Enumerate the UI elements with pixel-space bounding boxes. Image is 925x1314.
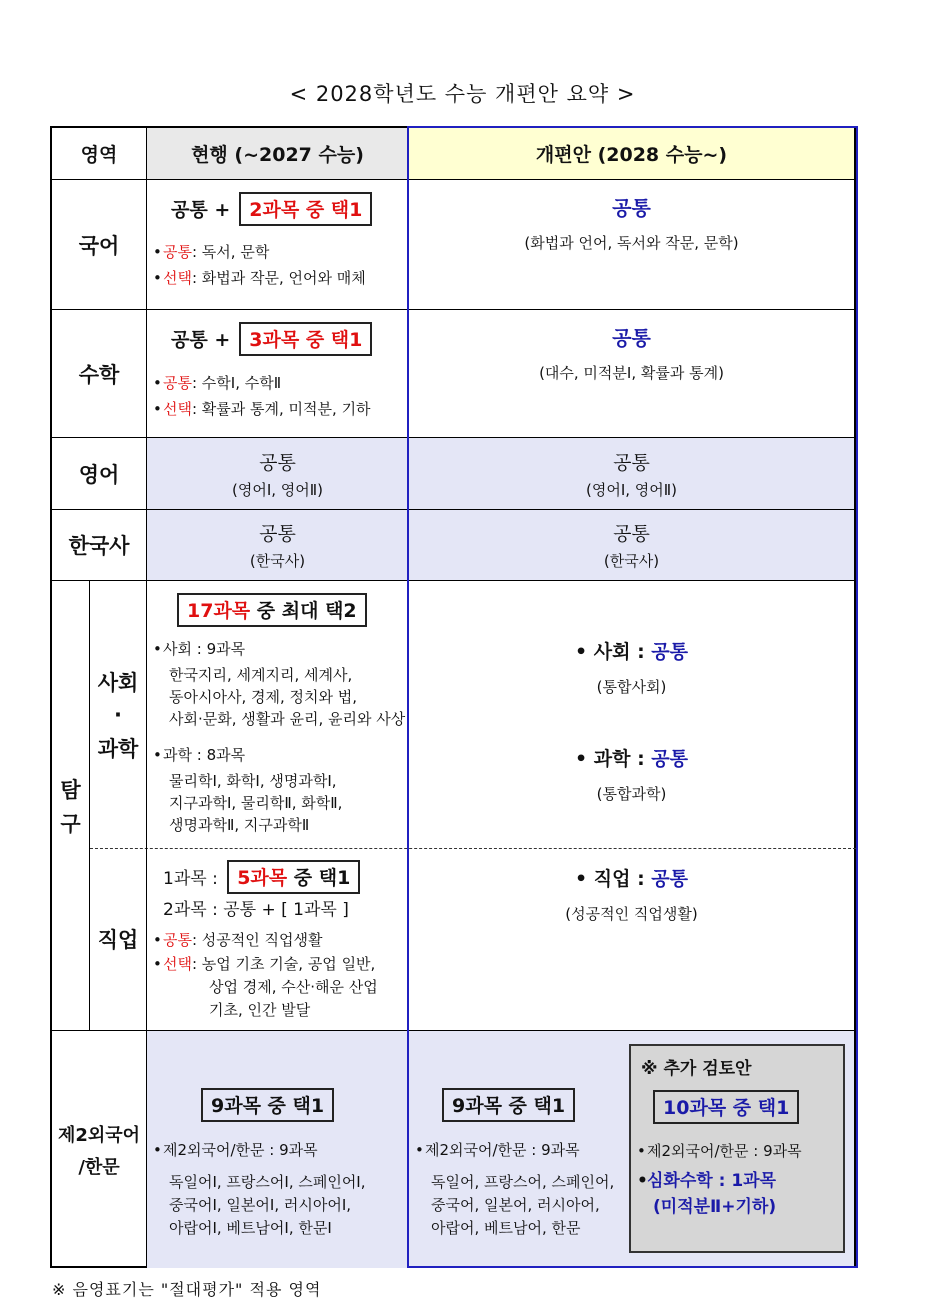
socsci-science-list-1: 물리학Ⅰ, 화학Ⅰ, 생명과학Ⅰ, xyxy=(169,772,337,790)
review-advanced-math: •심화수학 : 1과목 xyxy=(637,1171,776,1191)
vocational-reform-cell xyxy=(409,848,854,1031)
math-current-box: 3과목 중 택1 xyxy=(239,322,372,356)
math-current-cell xyxy=(147,310,409,438)
socsci-science-label: •과학 : 8과목 xyxy=(153,746,246,764)
foreign-label-2: /한문 xyxy=(78,1156,120,1178)
korean-current-common: •공통: 독서, 문학 xyxy=(153,243,270,261)
review-advanced-math-detail: (미적분Ⅱ+기하) xyxy=(653,1197,777,1217)
vocational-select-1: •선택: 농업 기초 기술, 공업 일반, xyxy=(153,955,376,973)
foreign-current-list-2: 중국어Ⅰ, 일본어Ⅰ, 러시아어Ⅰ, xyxy=(169,1196,352,1214)
vocational-name-cell xyxy=(90,848,147,1031)
vocational-reform-title: • 직업 : 공통 xyxy=(574,868,689,890)
header-area xyxy=(52,128,147,180)
english-reform-title: 공통 xyxy=(613,451,650,474)
foreign-current-label: •제2외국어/한문 : 9과목 xyxy=(153,1141,318,1159)
math-reform-title: 공통 xyxy=(612,326,651,350)
math-reform-cell xyxy=(409,310,854,438)
english-reform-detail: (영어Ⅰ, 영어Ⅱ) xyxy=(585,480,677,499)
socsci-current-cell xyxy=(147,581,409,848)
socsci-reform-social-detail: (통합사회) xyxy=(596,678,667,696)
socsci-social-list-1: 한국지리, 세계지리, 세계사, xyxy=(169,666,353,684)
vocational-common: •공통: 성공적인 직업생활 xyxy=(153,931,323,949)
row-foreign-name xyxy=(52,1031,147,1268)
socsci-science-list-3: 생명과학Ⅱ, 지구과학Ⅱ xyxy=(169,816,310,834)
socsci-social-list-3: 사회·문화, 생활과 윤리, 윤리와 사상 xyxy=(169,710,406,728)
korean-current-select: •선택: 화법과 작문, 언어와 매체 xyxy=(153,269,366,287)
vocational-select-2: 상업 경제, 수산·해운 산업 xyxy=(209,978,378,996)
korean-current-lead: 공통 + xyxy=(171,199,231,221)
english-current-detail: (영어Ⅰ, 영어Ⅱ) xyxy=(231,480,323,499)
math-current-select: •선택: 확률과 통계, 미적분, 기하 xyxy=(153,400,371,418)
review-title: ※ 추가 검토안 xyxy=(641,1059,752,1079)
socsci-social-label: •사회 : 9과목 xyxy=(153,640,246,658)
socsci-name-cell xyxy=(90,581,147,848)
socsci-current-box: 17과목 중 최대 택2 xyxy=(177,593,367,627)
history-reform-detail: (한국사) xyxy=(603,552,660,570)
foreign-reform-label: •제2외국어/한문 : 9과목 xyxy=(415,1141,580,1159)
review-label: •제2외국어/한문 : 9과목 xyxy=(637,1142,802,1160)
row-korean-name xyxy=(52,180,147,310)
socsci-reform-cell xyxy=(409,581,854,848)
header-current xyxy=(147,128,409,180)
korean-reform-cell xyxy=(409,180,854,310)
math-reform-detail: (대수, 미적분Ⅰ, 확률과 통계) xyxy=(539,364,724,382)
additional-review-box xyxy=(629,1044,845,1253)
vocational-one-subject: 1과목 : 5과목 중 택1 xyxy=(163,860,360,894)
vocational-current-cell xyxy=(147,848,409,1031)
socsci-reform-science-detail: (통합과학) xyxy=(596,785,667,803)
foreign-reform-box: 9과목 중 택1 xyxy=(442,1088,575,1122)
english-reform-cell xyxy=(409,438,854,510)
document-title: < 2028학년도 수능 개편안 요약 > xyxy=(289,82,636,106)
korean-label: 국어 xyxy=(78,233,120,258)
korean-current-box: 2과목 중 택1 xyxy=(239,192,372,226)
vocational-label: 직업 xyxy=(97,928,139,952)
history-current-title: 공통 xyxy=(259,523,296,545)
foreign-reform-list-2: 중국어, 일본어, 러시아어, xyxy=(431,1196,600,1214)
row-english-name xyxy=(52,438,147,510)
english-current-cell xyxy=(147,438,409,510)
socsci-social-list-2: 동아시아사, 경제, 정치와 법, xyxy=(169,688,357,706)
foreign-reform-list-3: 아랍어, 베트남어, 한문 xyxy=(431,1219,581,1237)
vocational-select-3: 기초, 인간 발달 xyxy=(209,1001,311,1019)
vocational-reform-detail: (성공적인 직업생활) xyxy=(565,905,698,923)
socsci-label-1: 사회 xyxy=(97,670,139,695)
history-reform-cell xyxy=(409,510,854,581)
header-area-label: 영역 xyxy=(80,144,118,166)
header-reform-label: 개편안 (2028 수능~) xyxy=(535,144,728,166)
header-current-label: 현행 (~2027 수능) xyxy=(191,144,364,166)
english-current-title: 공통 xyxy=(259,451,296,474)
footnote: ※ 음영표기는 "절대평가" 적용 영역 xyxy=(52,1280,322,1299)
inquiry-label-1: 탐 xyxy=(60,777,81,802)
history-current-cell xyxy=(147,510,409,581)
foreign-reform-list-1: 독일어, 프랑스어, 스페인어, xyxy=(431,1173,615,1191)
inquiry-label-2: 구 xyxy=(60,811,81,836)
socsci-science-list-2: 지구과학Ⅰ, 물리학Ⅱ, 화학Ⅱ, xyxy=(169,794,343,812)
math-current-lead: 공통 + xyxy=(171,329,231,351)
korean-reform-title: 공통 xyxy=(612,196,651,220)
socsci-label-2: · xyxy=(114,702,122,727)
foreign-current-list-3: 아랍어Ⅰ, 베트남어Ⅰ, 한문Ⅰ xyxy=(169,1219,332,1237)
socsci-reform-social: • 사회 : 공통 xyxy=(574,641,689,663)
foreign-current-list-1: 독일어Ⅰ, 프랑스어Ⅰ, 스페인어Ⅰ, xyxy=(169,1173,366,1191)
foreign-label-1: 제2외국어 xyxy=(57,1124,141,1146)
korean-current-cell xyxy=(147,180,409,310)
socsci-reform-science: • 과학 : 공통 xyxy=(574,748,689,770)
summary-table xyxy=(50,126,856,1268)
row-inquiry-name xyxy=(52,581,90,1031)
history-current-detail: (한국사) xyxy=(249,552,306,570)
foreign-reform-cell xyxy=(409,1031,854,1268)
history-label: 한국사 xyxy=(68,534,130,558)
math-current-common: •공통: 수학Ⅰ, 수학Ⅱ xyxy=(153,374,282,392)
foreign-current-box: 9과목 중 택1 xyxy=(201,1088,334,1122)
math-label: 수학 xyxy=(78,362,120,387)
vocational-two-subject: 2과목 : 공통 + [ 1과목 ] xyxy=(163,900,349,920)
row-history-name xyxy=(52,510,147,581)
row-math-name xyxy=(52,310,147,438)
header-reform xyxy=(409,128,854,180)
socsci-label-3: 과학 xyxy=(97,736,139,761)
history-reform-title: 공통 xyxy=(613,523,650,545)
review-option-box: 10과목 중 택1 xyxy=(653,1090,799,1124)
english-label: 영어 xyxy=(78,462,120,487)
korean-reform-detail: (화법과 언어, 독서와 작문, 문학) xyxy=(524,234,739,252)
foreign-current-cell xyxy=(147,1031,409,1268)
